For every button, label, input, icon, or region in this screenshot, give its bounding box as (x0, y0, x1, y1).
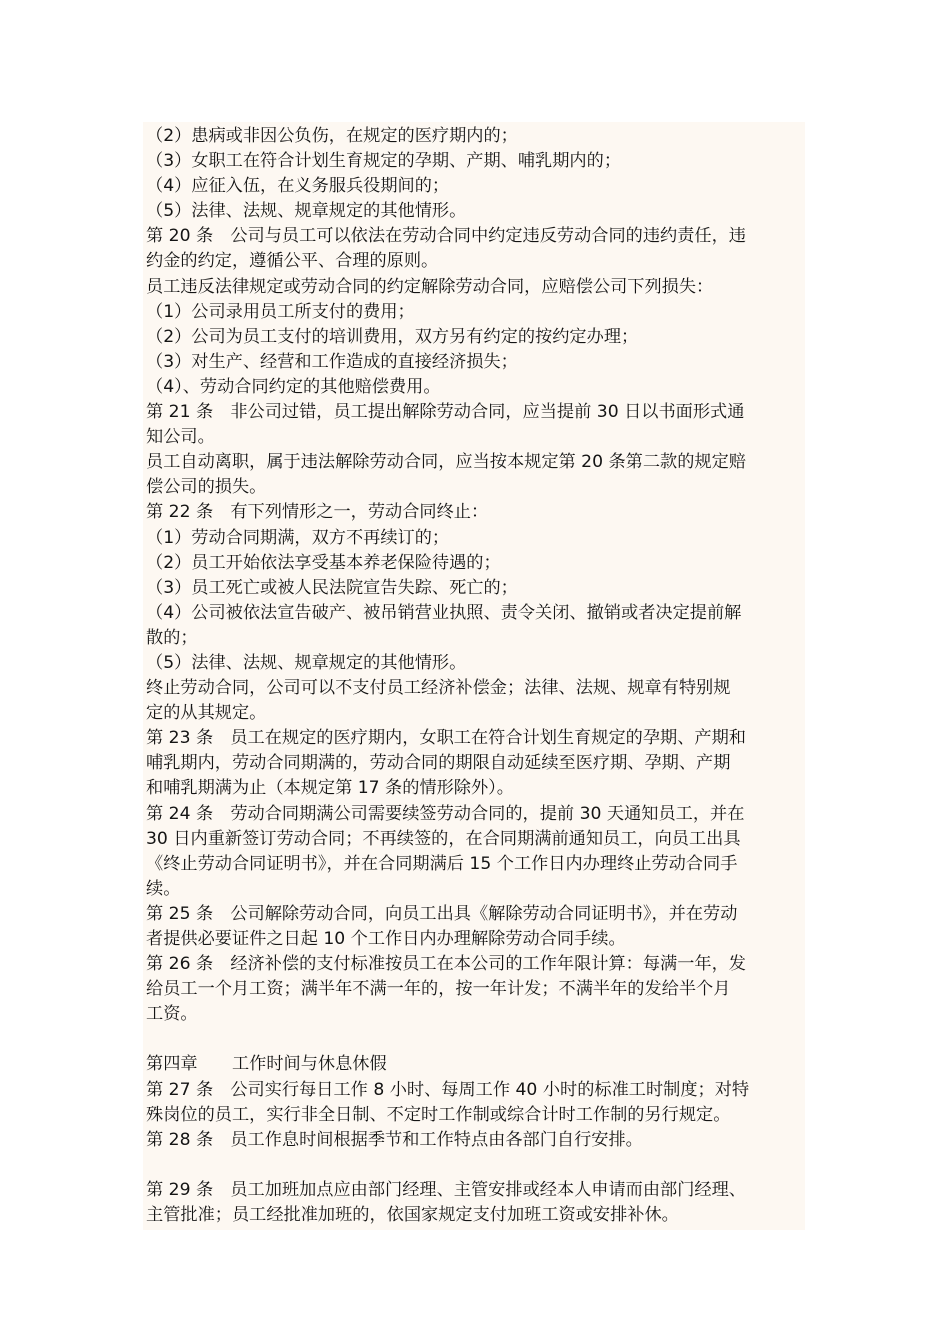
text-line: 第 29 条 员工加班加点应由部门经理、主管安排或经本人申请而由部门经理、 (146, 1179, 746, 1200)
text-line: 第 26 条 经济补偿的支付标准按员工在本公司的工作年限计算：每满一年，发 (146, 954, 746, 975)
text-line: 《终止劳动合同证明书》，并在合同期满后 15 个工作日内办理终止劳动合同手 (146, 853, 738, 874)
text-line: 30 日内重新签订劳动合同；不再续签的，在合同期满前通知员工，向员工出具 (146, 828, 741, 849)
text-line: （5）法律、法规、规章规定的其他情形。 (146, 652, 467, 673)
text-line: 者提供必要证件之日起 10 个工作日内办理解除劳动合同手续。 (146, 929, 626, 949)
text-line: 约金的约定，遵循公平、合理的原则。 (146, 251, 439, 272)
text-line: 员工自动离职，属于违法解除劳动合同，应当按本规定第 20 条第二款的规定赔 (146, 452, 746, 473)
text-line: 第 22 条 有下列情形之一，劳动合同终止： (146, 502, 489, 523)
text-line: 第 28 条 员工作息时间根据季节和工作特点由各部门自行安排。 (146, 1129, 643, 1150)
text-line: （3）员工死亡或被人民法院宣告失踪、死亡的； (146, 577, 518, 598)
text-line: 第 24 条 劳动合同期满公司需要续签劳动合同的，提前 30 天通知员工，并在 (146, 803, 745, 824)
text-line: 终止劳动合同，公司可以不支付员工经济补偿金；法律、法规、规章有特别规 (146, 678, 731, 699)
text-line: （1）公司录用员工所支付的费用； (146, 301, 415, 322)
text-line: （2）患病或非因公负伤，在规定的医疗期内的； (146, 126, 518, 146)
text-line: （3）对生产、经营和工作造成的直接经济损失； (146, 351, 518, 372)
text-line: （2）员工开始依法享受基本养老保险待遇的； (146, 552, 501, 573)
text-line: 殊岗位的员工，实行非全日制、不定时工作制或综合计时工作制的另行规定。 (146, 1104, 731, 1125)
blank-line (146, 1027, 805, 1052)
text-line: （1）劳动合同期满，双方不再续订的； (146, 527, 450, 548)
text-line: （5）法律、法规、规章规定的其他情形。 (146, 201, 467, 222)
text-line: 续。 (146, 878, 181, 899)
blank-line (146, 1153, 805, 1178)
text-line: 给员工一个月工资；满半年不满一年的，按一年计发；不满半年的发给半个月 (146, 979, 731, 1000)
text-line: 主管批准；员工经批准加班的，依国家规定支付加班工资或安排补休。 (146, 1205, 679, 1226)
text-line: （3）女职工在符合计划生育规定的孕期、产期、哺乳期内的； (146, 151, 622, 172)
text-line: 第 25 条 公司解除劳动合同，向员工出具《解除劳动合同证明书》，并在劳动 (146, 903, 738, 924)
text-line: （4）公司被依法宣告破产、被吊销营业执照、责令关闭、撤销或者决定提前解 (146, 602, 742, 623)
text-line: 哺乳期内，劳动合同期满的，劳动合同的期限自动延续至医疗期、孕期、产期 (146, 753, 731, 774)
text-line: 第 23 条 员工在规定的医疗期内，女职工在符合计划生育规定的孕期、产期和 (146, 728, 746, 749)
text-line: 散的； (146, 627, 198, 648)
text-line: 工资。 (146, 1004, 198, 1025)
text-line: 第 20 条 公司与员工可以依法在劳动合同中约定违反劳动合同的违约责任，违 (146, 226, 746, 247)
document-body (143, 122, 805, 1230)
text-line: 第四章 工作时间与休息休假 (146, 1054, 387, 1075)
text-line: 第 21 条 非公司过错，员工提出解除劳动合同，应当提前 30 日以书面形式通 (146, 402, 745, 423)
text-line: 定的从其规定。 (146, 703, 267, 724)
text-line: 员工违反法律规定或劳动合同的约定解除劳动合同，应赔偿公司下列损失： (146, 276, 714, 297)
text-line: 偿公司的损失。 (146, 477, 267, 498)
text-line: （4）、劳动合同约定的其他赔偿费用。 (146, 376, 441, 397)
text-line: 知公司。 (146, 427, 215, 448)
text-line: （2）公司为员工支付的培训费用，双方另有约定的按约定办理； (146, 326, 639, 347)
text-line: （4）应征入伍，在义务服兵役期间的； (146, 176, 450, 197)
text-line: 和哺乳期满为止（本规定第 17 条的情形除外）。 (146, 778, 514, 799)
text-line: 第 27 条 公司实行每日工作 8 小时、每周工作 40 小时的标准工时制度；对特 (146, 1079, 750, 1100)
